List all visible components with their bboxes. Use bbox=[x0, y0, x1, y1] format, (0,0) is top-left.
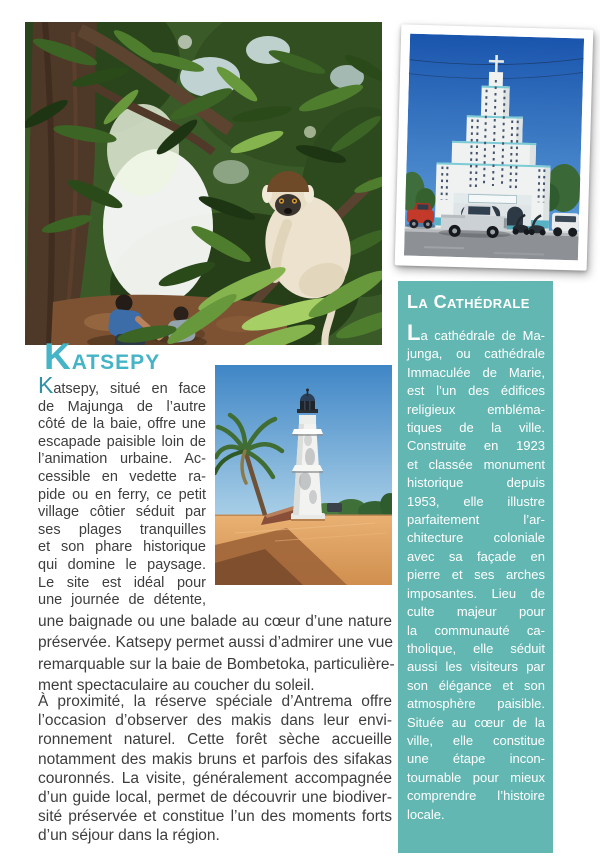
cathedral-photo-illustration bbox=[404, 34, 584, 261]
text-line: Le site est idéal pour bbox=[38, 574, 206, 591]
text-line: son élégance et son bbox=[407, 677, 545, 693]
text-line: parfaitement l’ar- bbox=[407, 512, 545, 528]
text-line: culte majeur pour bbox=[407, 604, 545, 620]
text-line: escapade paisible loin de bbox=[38, 433, 206, 450]
text-line: couronnés. La visite, généralement accompagnée bbox=[38, 769, 392, 787]
text-line: ronnement naturel. Cette forêt sèche accueille bbox=[38, 731, 392, 749]
text-line: chitecture coloniale bbox=[407, 530, 545, 546]
text-line: village côtier séduit par bbox=[38, 504, 206, 521]
text-line: locale. bbox=[407, 806, 445, 822]
text-line: est l’un des édifices bbox=[407, 383, 545, 399]
text-line: et classée monument bbox=[407, 456, 545, 472]
lemur-photo bbox=[25, 22, 382, 345]
text-line: et son phare historique bbox=[38, 539, 206, 556]
text-line: comprendre l’histoire bbox=[407, 788, 545, 804]
sidebar-title: La Cathédrale bbox=[407, 292, 530, 312]
text-line: Située au cœur de la bbox=[407, 714, 545, 730]
text-line: Katsepy, situé en face bbox=[38, 372, 206, 398]
text-line: d’un guide local, permet de découvrir une biodiver- bbox=[38, 789, 392, 807]
lighthouse-photo-illustration bbox=[215, 365, 392, 585]
text-line: qui domine le paysage. bbox=[38, 556, 206, 573]
text-line: de Majunga de l’autre bbox=[38, 398, 206, 415]
text-line: pide ou en ferry, ce petit bbox=[38, 486, 206, 503]
text-line: Construite en 1923 bbox=[407, 438, 545, 454]
text-line: une baignade ou une balade au cœur d’une nature bbox=[38, 613, 392, 630]
lighthouse-photo bbox=[215, 365, 392, 585]
text-line: d’un séjour dans la région. bbox=[38, 827, 220, 845]
text-line: côté de la baie, offre une bbox=[38, 416, 206, 433]
text-line: historique depuis bbox=[407, 475, 545, 491]
text-line: Immaculée de Marie, bbox=[407, 364, 545, 380]
article-paragraph1-wide bbox=[38, 611, 395, 697]
text-line: ses plages tranquilles bbox=[38, 521, 206, 538]
text-line: l’occasion d’observer des makis dans leur envi- bbox=[38, 712, 392, 730]
text-line: préservée. Katsepy permet aussi d’admirer une vue bbox=[38, 634, 393, 652]
text-line: remarquable sur la baie de Bombetoka, particulière- bbox=[38, 655, 395, 673]
sidebar-panel bbox=[398, 281, 553, 853]
text-line: pierre et ses arches bbox=[407, 567, 545, 583]
text-line: l’animation urbaine. Ac- bbox=[38, 451, 206, 468]
article-paragraph1-narrow bbox=[38, 372, 206, 610]
article-paragraph2 bbox=[38, 692, 392, 846]
lemur-photo-illustration bbox=[25, 22, 382, 345]
text-line: imposantes. Lieu de bbox=[407, 585, 545, 601]
text-line: une étape incon- bbox=[407, 751, 545, 767]
text-line: ment spectaculaire au coucher du soleil. bbox=[38, 677, 315, 695]
text-line: aussi les visiteurs par bbox=[407, 659, 545, 675]
text-line: tiques de la ville. bbox=[407, 420, 545, 436]
text-line: avec sa façade en bbox=[407, 548, 545, 564]
text-line: junga, ou cathédrale bbox=[407, 346, 545, 362]
sidebar-body-text bbox=[407, 320, 545, 824]
text-line: tournable pour mieux bbox=[407, 769, 545, 785]
text-line: tholique, elle séduit bbox=[407, 640, 545, 656]
text-line: sité préservée et constitue l’un des moments forts bbox=[38, 808, 392, 826]
text-line: religieux embléma- bbox=[407, 401, 545, 417]
text-line: la communauté ca- bbox=[407, 622, 545, 638]
text-line: cessible en vedette ra- bbox=[38, 468, 206, 485]
article-title: Katsepy bbox=[44, 336, 161, 377]
text-line: atmosphère paisible. bbox=[407, 696, 545, 712]
text-line: 1953, elle illustre bbox=[407, 493, 545, 509]
cathedral-photo bbox=[395, 24, 594, 270]
text-line: une journée de détente, bbox=[38, 592, 206, 609]
text-line: notamment des makis bruns et parfois des sifakas bbox=[38, 750, 392, 768]
text-line: La cathédrale de Ma- bbox=[407, 320, 545, 345]
text-line: ville, elle constitue bbox=[407, 732, 545, 748]
text-line: À proximité, la réserve spéciale d’Antrema offre bbox=[38, 693, 392, 710]
